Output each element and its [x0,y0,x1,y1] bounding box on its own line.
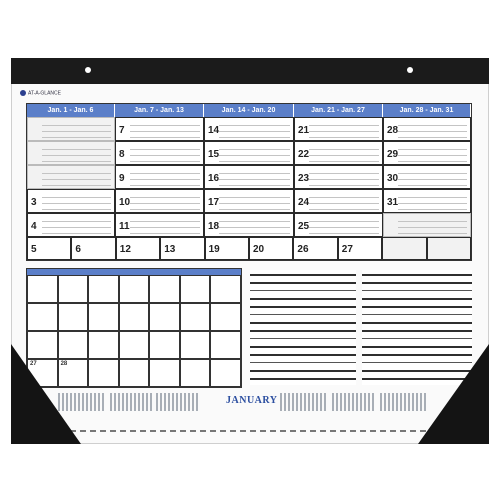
month-day-number: 27 [30,361,37,367]
day-number: 26 [297,244,309,255]
day-number: 10 [119,197,131,208]
day-number: 17 [208,197,220,208]
day-number: 6 [75,244,81,255]
day-number: 27 [341,244,353,255]
day-number: 21 [298,125,310,136]
week-header: Jan. 7 - Jan. 13 [115,104,204,117]
day-number: 24 [298,197,310,208]
day-number: 8 [119,149,125,160]
day-number: 30 [387,173,399,184]
day-number: 11 [119,221,130,232]
day-number: 16 [208,173,220,184]
month-title: JANUARY [226,395,278,406]
day-number: 12 [119,244,131,255]
day-number: 28 [387,125,399,136]
day-number: 5 [31,244,37,255]
week-header: Jan. 14 - Jan. 20 [204,104,294,117]
week-header: Jan. 28 - Jan. 31 [383,104,471,117]
day-number: 23 [298,173,310,184]
day-number: 9 [119,173,125,184]
day-number: 18 [208,221,220,232]
day-number: 15 [208,149,220,160]
month-day-number: 28 [60,361,68,367]
week-header: Jan. 1 - Jan. 6 [27,104,115,117]
day-number: 14 [208,125,220,136]
day-number: 19 [208,244,220,255]
day-number: 29 [387,149,399,160]
week-header: Jan. 21 - Jan. 27 [294,104,383,117]
day-number: 22 [298,149,310,160]
day-number: 7 [119,125,125,136]
day-number: 31 [387,197,399,208]
corner-pocket-right [418,344,489,444]
day-number: 3 [31,197,37,208]
day-number: 25 [298,221,310,232]
brand-logo: AT-A-GLANCE [20,90,61,96]
day-number: 20 [253,244,265,255]
corner-pocket-left [11,344,81,444]
day-number: 4 [31,221,37,232]
day-number: 13 [164,244,176,255]
